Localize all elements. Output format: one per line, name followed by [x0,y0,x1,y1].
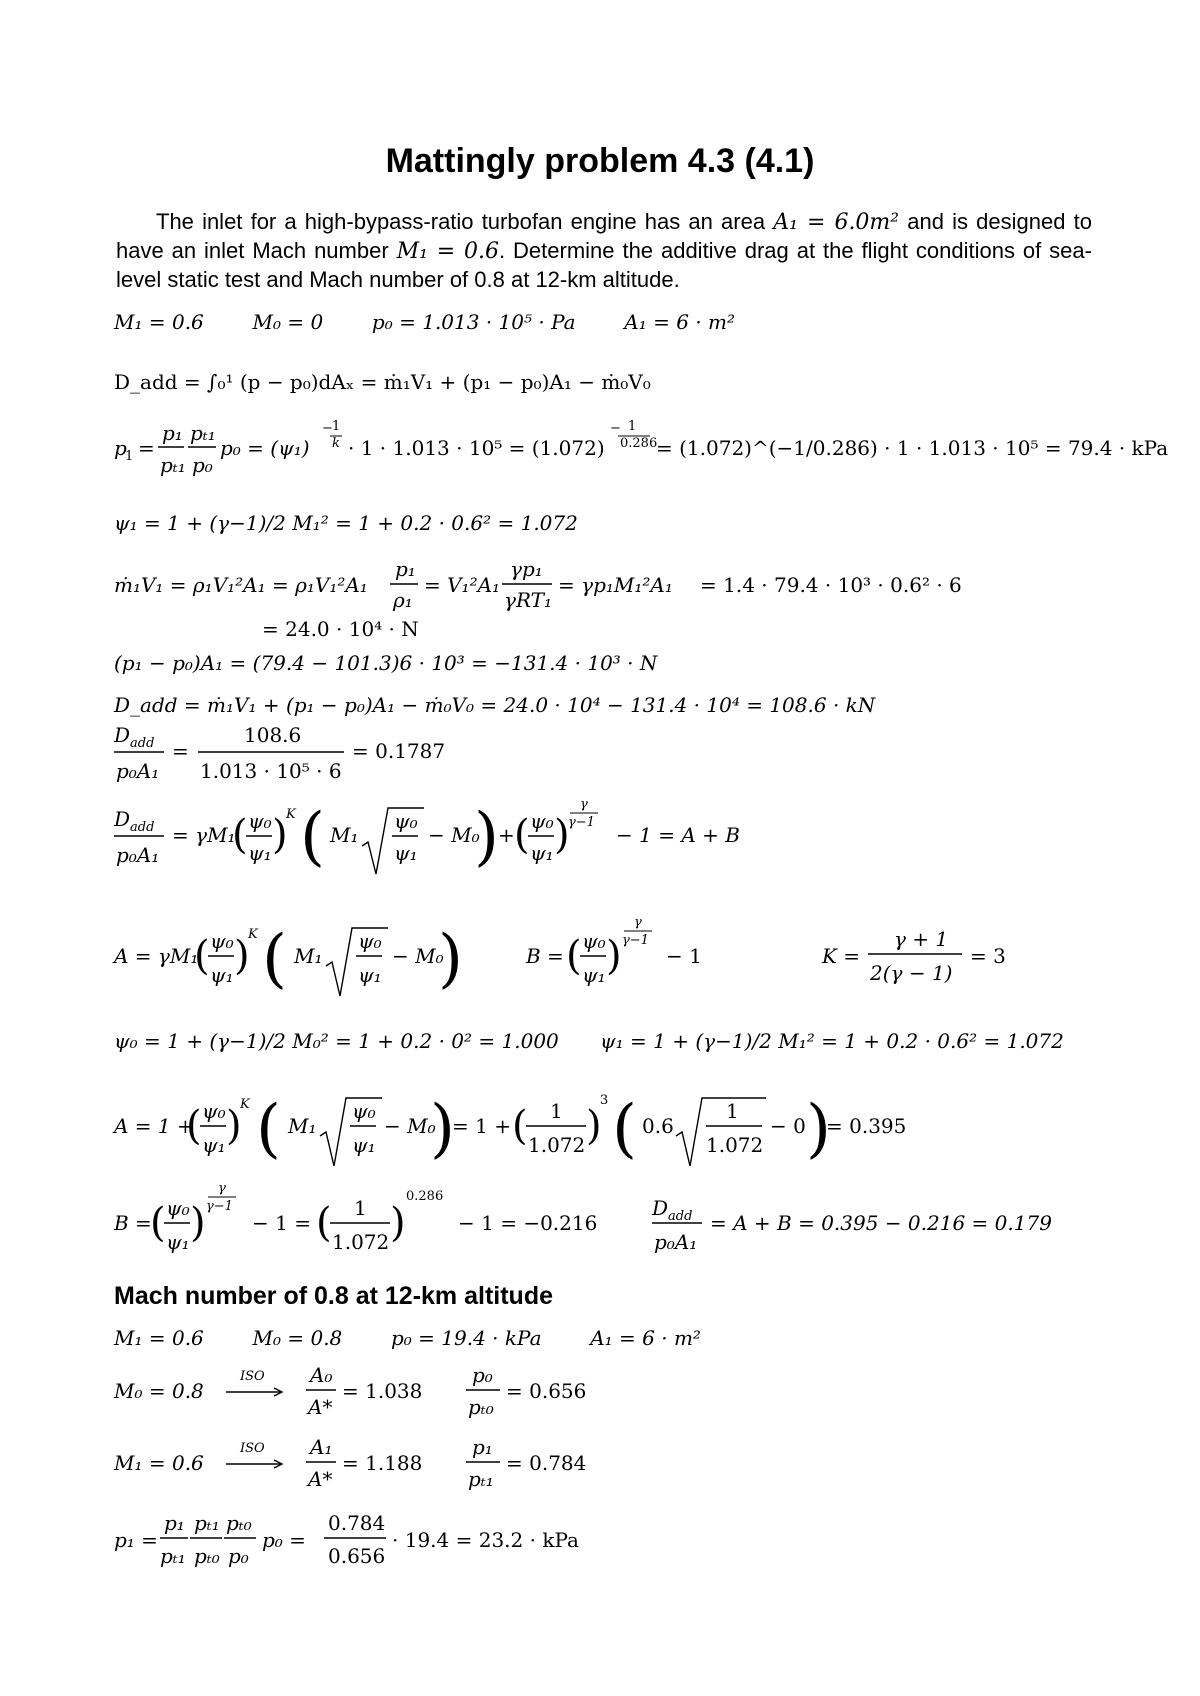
svg-text:): ) [806,1092,831,1166]
ratio-value: = 0.1787 [352,739,446,763]
svg-text:0.286: 0.286 [620,436,658,451]
b-result: − 1 = −0.216 [458,1211,598,1235]
mach-expression: M₁ = 0.6 [396,239,499,264]
svg-text:A*: A* [308,1467,333,1491]
m1-pressure-ratio: = 0.784 [506,1451,587,1475]
svg-text:γ: γ [634,915,642,930]
area-expression: A₁ = 6.0m² [773,210,900,235]
psi0-equation: ψ₀ = 1 + (γ−1)/2 M₀² = 1 + 0.2 · 0² = 1.000 [114,1029,559,1053]
svg-text:−: − [322,421,333,436]
svg-text:ψ₀: ψ₀ [202,1099,226,1123]
svg-text:D: D [652,1196,669,1220]
svg-text:B =: B = [114,1211,152,1235]
svg-text:): ) [606,933,622,979]
svg-text:B =: B = [526,944,564,968]
svg-text:(: ( [514,812,530,858]
section-heading: Mach number of 0.8 at 12-km altitude [114,1282,553,1310]
svg-text:p₁: p₁ [162,421,183,445]
svg-text:p₀: p₀ [472,1363,493,1387]
svg-text:ψ₁: ψ₁ [210,963,234,987]
svg-text:ψ₀: ψ₀ [248,809,272,833]
svg-text:add: add [130,820,155,835]
svg-text:): ) [438,922,463,996]
svg-text:p₀ =: p₀ = [262,1528,306,1552]
svg-text:(: ( [256,1092,281,1166]
svg-text:M₁: M₁ [330,823,359,847]
svg-text:ψ₁: ψ₁ [358,963,382,987]
d-add-value: D_add = ṁ₁V₁ + (p₁ − p₀)A₁ − ṁ₀V₀ = 24.0 · 10⁴ − 131.4 · 10⁴ = 108.6 · kN [114,693,876,717]
svg-text:): ) [272,812,288,858]
svg-text:ψ₀: ψ₀ [530,809,554,833]
svg-text:ψ₀: ψ₀ [352,1099,376,1123]
p1-denominator: 0.656 [328,1544,386,1568]
svg-text:ψ₁: ψ₁ [248,841,272,865]
svg-text:ψ₁: ψ₁ [530,841,554,865]
given2-p0: p₀ = 19.4 · kPa [391,1326,542,1350]
svg-text:ψ₀: ψ₀ [582,929,606,953]
svg-text:A₁: A₁ [310,1435,333,1459]
svg-text:pₜ₁: pₜ₁ [468,1467,494,1491]
svg-text:− 1 =: − 1 = [252,1211,311,1235]
svg-text:): ) [190,1200,206,1246]
svg-text:ψ₀: ψ₀ [166,1196,190,1220]
m0-area-ratio: = 1.038 [342,1379,423,1403]
svg-text:− M₀: − M₀ [392,944,444,968]
svg-text:−: − [610,421,621,436]
svg-text:): ) [430,1092,455,1166]
svg-text:M₀ = 0.8: M₀ = 0.8 [114,1379,204,1403]
svg-text:add: add [668,1209,693,1224]
given-m0: M₀ = 0 [252,310,324,334]
svg-text:ṁ₁V₁ = ρ₁V₁²A₁ = ρ₁V₁²A₁: ṁ₁V₁ = ρ₁V₁²A₁ = ρ₁V₁²A₁ [114,573,368,597]
svg-text:M₁: M₁ [294,944,323,968]
svg-text:= γM₁: = γM₁ [172,823,236,847]
svg-text:): ) [586,1103,602,1149]
svg-text:ψ₀: ψ₀ [394,809,418,833]
svg-text:1.072: 1.072 [528,1133,586,1157]
svg-text:ψ₀: ψ₀ [210,929,234,953]
svg-text:M₁: M₁ [288,1114,317,1138]
k-result: = 3 [970,944,1006,968]
svg-text:0.6: 0.6 [642,1114,674,1138]
svg-text:add: add [130,736,155,751]
svg-text:= 1 +: = 1 + [452,1114,511,1138]
svg-text:= V₁²A₁: = V₁²A₁ [424,573,501,597]
svg-text:− M₀: − M₀ [428,823,480,847]
given-a1: A₁ = 6 · m² [624,310,736,334]
svg-text:− 1 = A + B: − 1 = A + B [616,823,740,847]
p1-numerator: 0.784 [328,1511,386,1535]
svg-text:(: ( [262,922,287,996]
svg-text:ρ₁: ρ₁ [393,588,413,612]
svg-text:D: D [114,723,131,747]
svg-text:=: = [172,739,189,763]
momentum-numbers: = 1.4 · 79.4 · 10³ · 0.6² · 6 [700,573,962,597]
svg-text:ψ₁: ψ₁ [582,963,606,987]
svg-text:K: K [286,807,296,822]
svg-text:γRT₁: γRT₁ [504,588,553,612]
svg-text:ψ₁: ψ₁ [394,841,418,865]
svg-text:3: 3 [600,1093,609,1108]
ratio-denominator: 1.013 · 10⁵ · 6 [200,759,342,783]
svg-text:1: 1 [628,419,637,434]
svg-text:(: ( [566,933,582,979]
momentum-result: = 24.0 · 10⁴ · N [262,617,419,641]
svg-text:1: 1 [550,1099,563,1123]
svg-text:pₜ₁: pₜ₁ [160,1544,186,1568]
svg-text:γ−1: γ−1 [206,1199,233,1214]
m1-isentropic [113,1435,586,1491]
psi1-equation: ψ₁ = 1 + (γ−1)/2 M₁² = 1 + 0.2 · 0.6² = 1.072 [114,511,578,535]
svg-text:): ) [234,933,250,979]
svg-text:p₀: p₀ [228,1544,249,1568]
svg-text:K: K [248,927,258,942]
svg-text:γ−1: γ−1 [622,933,649,948]
svg-text:A = γM₁: A = γM₁ [114,944,199,968]
svg-text:): ) [554,812,570,858]
m0-pressure-ratio: = 0.656 [506,1379,587,1403]
svg-text:k: k [332,436,340,451]
svg-text:(: ( [300,800,325,874]
svg-text:γ + 1: γ + 1 [894,927,949,951]
svg-text:p₁: p₁ [395,557,416,581]
svg-text:γ: γ [580,797,588,812]
iso-label-0: ISO [240,1369,265,1384]
m1-area-ratio: = 1.188 [342,1451,423,1475]
svg-text:p: p [114,436,127,460]
problem-text-1: The inlet for a high-bypass-ratio turbofan engine has an area [156,209,774,234]
svg-text:1: 1 [332,419,341,434]
svg-text:p₀ = (ψ₁): p₀ = (ψ₁) [220,436,310,460]
svg-text:= γp₁M₁²A₁: = γp₁M₁²A₁ [558,573,673,597]
svg-text:p₁: p₁ [472,1435,493,1459]
svg-text:1: 1 [125,449,134,464]
svg-text:): ) [474,800,499,874]
sum-result: = A + B = 0.395 − 0.216 = 0.179 [710,1211,1052,1235]
svg-text:(: ( [194,933,210,979]
svg-text:(: ( [150,1200,166,1246]
svg-text:p₀A₁: p₀A₁ [654,1230,698,1254]
svg-text:− 1: − 1 [666,944,702,968]
p1-result: = (1.072)^(−1/0.286) · 1 · 1.013 · 10⁵ = 79.4 · kPa [656,436,1169,460]
svg-text:ψ₁: ψ₁ [166,1230,190,1254]
m0-isentropic [113,1363,586,1419]
svg-text:2(γ − 1): 2(γ − 1) [870,961,953,985]
svg-text:pₜ₁: pₜ₁ [160,453,186,477]
svg-text:ψ₁: ψ₁ [352,1133,376,1157]
svg-text:− 0: − 0 [770,1114,806,1138]
svg-text:A*: A* [308,1395,333,1419]
svg-text:pₜ₀: pₜ₀ [194,1544,220,1568]
given-m1: M₁ = 0.6 [114,310,204,334]
svg-text:γ−1: γ−1 [568,815,595,830]
svg-text:(: ( [612,1092,637,1166]
pressure-force: (p₁ − p₀)A₁ = (79.4 − 101.3)6 · 10³ = −131.4 · 10³ · N [114,651,658,675]
svg-text:K =: K = [822,944,861,968]
svg-text:1.072: 1.072 [706,1133,764,1157]
svg-text:ψ₀: ψ₀ [358,929,382,953]
p1-result-2: · 19.4 = 23.2 · kPa [392,1528,579,1552]
svg-text:A₀: A₀ [310,1363,333,1387]
given-p0: p₀ = 1.013 · 10⁵ · Pa [371,310,576,334]
svg-text:− M₀: − M₀ [384,1114,436,1138]
d-add-definition: D_add = ∫₀¹ (p − p₀)dAₓ = ṁ₁V₁ + (p₁ − p₀)A₁ − ṁ₀V₀ [114,370,651,394]
p1-calculation-2 [114,1511,579,1568]
svg-text:· 1 · 1.013 · 10⁵ = (1.072): · 1 · 1.013 · 10⁵ = (1.072) [348,436,605,460]
svg-text:(: ( [186,1103,202,1149]
svg-text:(: ( [316,1200,332,1246]
svg-text:1.072: 1.072 [332,1230,390,1254]
svg-text:K: K [240,1097,250,1112]
problem-text-2: and is designed to have an inlet Mach number [116,209,1092,263]
svg-text:p₀: p₀ [192,453,213,477]
given2-m1: M₁ = 0.6 [114,1326,204,1350]
svg-text:1: 1 [726,1099,739,1123]
svg-text:γ: γ [218,1181,226,1196]
page-title: Mattingly problem 4.3 (4.1) [385,142,815,180]
svg-text:γp₁: γp₁ [510,557,543,581]
svg-text:p₀A₁: p₀A₁ [116,843,160,867]
given2-a1: A₁ = 6 · m² [590,1326,701,1350]
svg-text:A = 1 +: A = 1 + [114,1114,194,1138]
svg-text:pₜ₀: pₜ₀ [468,1395,494,1419]
svg-text:0.286: 0.286 [406,1189,444,1204]
given2-m0: M₀ = 0.8 [252,1326,343,1350]
svg-text:ψ₁: ψ₁ [202,1133,226,1157]
svg-text:(: ( [232,812,248,858]
a-result: = 0.395 [826,1114,907,1138]
problem-text-3: . Determine the additive drag at the flight conditions of sea-level static test and Mach number of 0.8 at 12-km altitude. [116,238,1092,292]
psi1-repeat: ψ₁ = 1 + (γ−1)/2 M₁² = 1 + 0.2 · 0.6² = 1.072 [600,1029,1064,1053]
ratio-numerator: 108.6 [244,723,302,747]
svg-text:p₁ =: p₁ = [114,1528,158,1552]
svg-text:(: ( [512,1103,528,1149]
svg-text:+: + [498,823,515,847]
svg-text:D: D [114,807,131,831]
svg-text:p₁: p₁ [164,1511,185,1535]
svg-text:pₜ₁: pₜ₁ [190,421,216,445]
svg-text:): ) [390,1200,406,1246]
iso-label-1: ISO [240,1441,265,1456]
svg-text:): ) [226,1103,242,1149]
svg-text:pₜ₁: pₜ₁ [194,1511,220,1535]
svg-text:M₁ = 0.6: M₁ = 0.6 [114,1451,204,1475]
svg-text:pₜ₀: pₜ₀ [226,1511,252,1535]
svg-text:1: 1 [354,1196,367,1220]
svg-text:p₀A₁: p₀A₁ [116,759,160,783]
svg-text:=: = [138,436,155,460]
